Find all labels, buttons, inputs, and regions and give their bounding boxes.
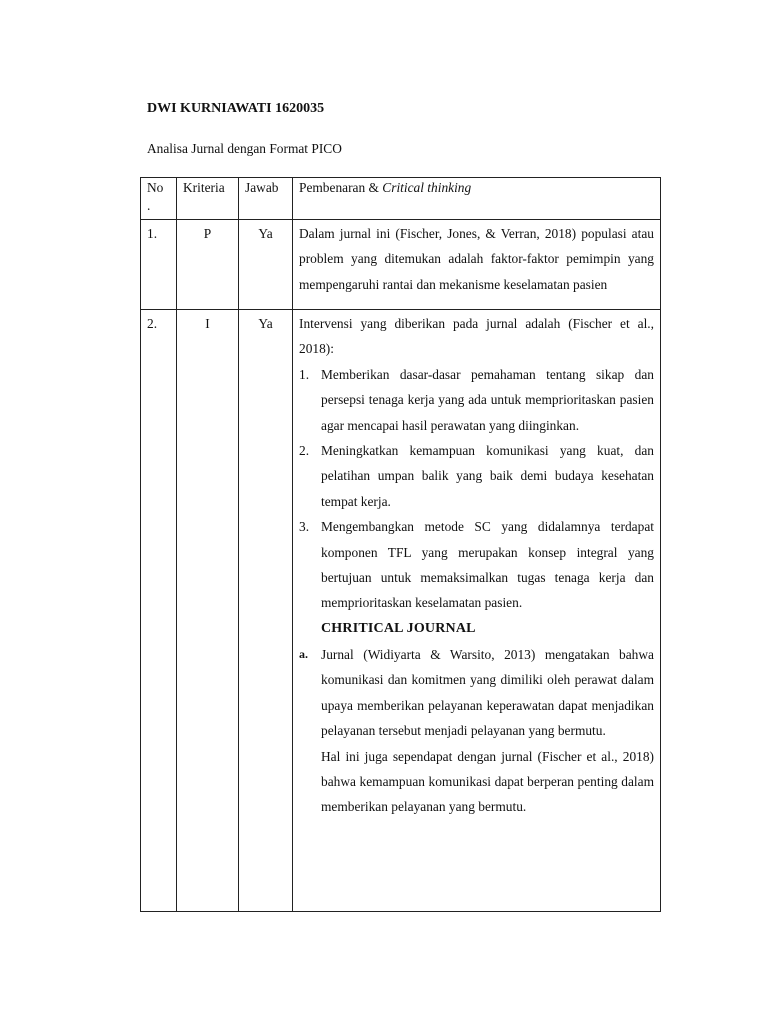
header-critical-thinking: Critical thinking — [382, 180, 472, 195]
header-no-label: No . — [147, 180, 164, 213]
list-item — [299, 438, 654, 514]
row-kriteria: P — [177, 220, 239, 310]
critical-journal-paragraph — [299, 642, 654, 744]
list-item-text: Meningkatkan kemampuan komunikasi yang kuat, dan pelatihan umpan balik yang baik demi budaya kesehatan tempat kerja. — [321, 443, 654, 509]
list-item-number: 3. — [299, 519, 310, 535]
list-item-number: 1. — [299, 366, 310, 382]
critical-journal-title: CHRITICAL JOURNAL — [321, 620, 476, 636]
row-pembenaran: Dalam jurnal ini (Fischer, Jones, & Verran, 2018) populasi atau problem yang ditemukan adalah faktor-faktor pemimpin yang mempengaruhi rantai dan mekanisme keselamatan pasien — [293, 220, 661, 310]
intervention-intro: Intervensi yang diberikan pada jurnal adalah (Fischer et al., 2018): — [299, 316, 654, 357]
list-item-number: 2. — [299, 443, 310, 459]
header-kriteria: Kriteria — [177, 178, 239, 220]
table-row — [141, 310, 661, 912]
row-no: 2. — [141, 310, 177, 912]
list-item — [299, 514, 654, 616]
row-jawab: Ya — [239, 310, 293, 912]
row-no: 1. — [141, 220, 177, 310]
list-item — [299, 362, 654, 438]
row-jawab: Ya — [239, 220, 293, 310]
list-item-text: Memberikan dasar-dasar pemahaman tentang sikap dan persepsi tenaga kerja yang ada untuk memprioritaskan pasien agar mencapai hasil perawatan yang diinginkan. — [321, 366, 654, 433]
document-subtitle: Analisa Jurnal dengan Format PICO — [147, 141, 342, 156]
row-pembenaran — [293, 310, 661, 912]
header-no — [141, 178, 177, 220]
row-kriteria: I — [177, 310, 239, 912]
critical-journal-paragraph-2: Hal ini juga sependapat dengan jurnal (Fischer et al., 2018) bahwa kemampuan komunikasi dapat berperan penting dalam memberikan pelayanan yang bermutu. — [321, 748, 654, 815]
header-jawab: Jawab — [239, 178, 293, 220]
table-row — [141, 220, 661, 310]
pico-analysis-table — [140, 177, 661, 912]
author-heading: DWI KURNIAWATI 1620035 — [147, 101, 325, 116]
table-header-row — [141, 178, 661, 220]
critical-journal-text: Jurnal (Widiyarta & Warsito, 2013) mengatakan bahwa komunikasi dan komitmen yang dimiliki oleh perawat dalam upaya memberikan pelayanan keperawatan dapat menjadikan pelayanan tersebut menjadi pelayanan yang bermutu. — [321, 646, 654, 739]
header-pembenaran — [293, 178, 661, 220]
intervention-list — [299, 362, 654, 616]
header-pembenaran-label: Pembenaran & — [299, 180, 383, 195]
list-item-text: Mengembangkan metode SC yang didalamnya terdapat komponen TFL yang merupakan konsep integral yang bertujuan untuk memaksimalkan tugas tenaga kerja dan memprioritaskan keselamatan pasien. — [321, 519, 654, 611]
critical-journal-marker: a. — [299, 646, 308, 661]
